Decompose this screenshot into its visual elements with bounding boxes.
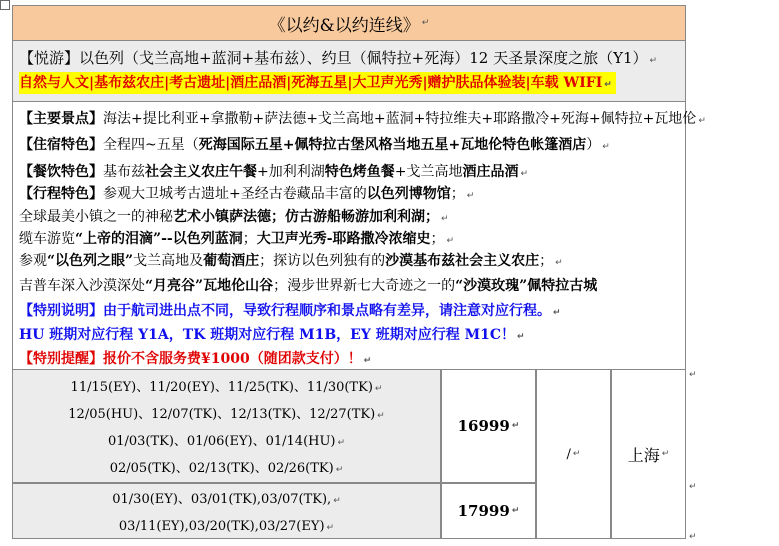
paragraph-mark: ↵ xyxy=(520,169,529,179)
extra-value: / xyxy=(566,446,571,462)
extra-cell xyxy=(536,369,611,539)
date-row xyxy=(13,513,440,540)
date-text: 12/05(HU)、12/07(TK)、12/13(TK)、12/27(TK) xyxy=(68,407,376,422)
row-end-mark: ↵ xyxy=(689,532,697,542)
tour-header xyxy=(12,41,686,102)
meal-text: 基布兹 xyxy=(103,164,145,180)
tour-highlights-text: 自然与人文|基布兹农庄|考古遗址|酒庄品酒|死海五星|大卫声光秀|赠护肤品体验装|车载 WIFI xyxy=(19,75,603,91)
trip-text: ； xyxy=(430,231,445,247)
special-note-text-2: HU 班期对应行程 Y1A，TK 班期对应行程 M1B，EY 班期对应行程 M1C！ xyxy=(19,327,515,343)
paragraph-mark: ↵ xyxy=(333,496,341,506)
date-text: 01/30(EY)、03/01(TK),03/07(TK), xyxy=(112,492,332,507)
trip-text: 全球最美小镇之一的神秘 xyxy=(19,209,173,225)
paragraph-mark: ↵ xyxy=(377,411,385,421)
hotel-text-bold: 死海国际五星+佩特拉古堡风格当地五星+瓦地伦特色帐篷酒店 xyxy=(198,137,587,153)
departure-city-cell xyxy=(611,369,686,539)
meal-text-bold: 社会主义农庄午餐 xyxy=(145,164,257,180)
row-end-mark: ↵ xyxy=(689,370,697,380)
trip-text: ；探访以色列独有的 xyxy=(259,253,386,269)
page-corner-marker xyxy=(0,0,10,10)
page-title xyxy=(12,5,686,41)
special-note-label: 【特别说明】 xyxy=(19,303,103,319)
meal-text-bold: 特色烤鱼餐 xyxy=(324,164,395,180)
paragraph-mark: ↵ xyxy=(555,258,563,268)
paragraph-mark: ↵ xyxy=(337,438,346,448)
paragraph-mark: ↵ xyxy=(572,449,581,459)
meal-label: 【餐饮特色】 xyxy=(19,164,103,180)
price-value: 17999 xyxy=(457,502,510,520)
date-text: 01/03(TK)、01/06(EY)、01/14(HU) xyxy=(107,434,336,449)
trip-text-bold: 佩特拉古城 xyxy=(527,278,598,294)
price-value: 16999 xyxy=(457,417,510,435)
scenic-label: 【主要景点】 xyxy=(19,111,103,127)
date-text: 03/11(EY),03/20(TK),03/27(EY) xyxy=(118,519,325,534)
hotel-text-end: ） xyxy=(586,137,601,153)
trip-text-bold: ；仿古游船畅游加利利湖； xyxy=(271,209,439,225)
trip-text: 吉普车深入沙漠深处 xyxy=(19,278,145,294)
paragraph-mark: ↵ xyxy=(553,308,561,318)
trip-text: 参观 xyxy=(19,253,47,269)
paragraph-mark: ↵ xyxy=(326,523,335,533)
trip-text: 缆车游览 xyxy=(19,231,75,247)
date-group-2 xyxy=(12,483,441,539)
paragraph-mark: ↵ xyxy=(441,214,449,224)
paragraph-mark: ↵ xyxy=(511,506,520,516)
tour-details xyxy=(12,102,706,370)
paragraph-mark: ↵ xyxy=(602,142,610,152)
special-note-line-2 xyxy=(19,324,525,344)
trip-line-3 xyxy=(19,228,454,248)
schedule-table xyxy=(12,369,686,539)
trip-line-4 xyxy=(19,250,563,270)
trip-text: ； xyxy=(242,231,257,247)
date-row xyxy=(13,374,440,401)
trip-line-2 xyxy=(19,206,449,226)
hotel-text: 全程四~五星（ xyxy=(103,137,199,153)
trip-text: ； xyxy=(539,253,554,269)
paragraph-mark: ↵ xyxy=(335,465,344,475)
paragraph-mark: ↵ xyxy=(363,356,372,366)
row-end-mark: ↵ xyxy=(689,482,697,492)
reminder-label: 【特别提醒】 xyxy=(19,351,103,367)
meal-text: +加利利湖 xyxy=(257,164,325,180)
date-text: 11/15(EY)、11/20(EY)、11/25(TK)、11/30(TK) xyxy=(70,380,373,395)
trip-text-bold: “沙漠玫瑰” xyxy=(455,278,528,294)
departure-city: 上海 xyxy=(627,445,660,465)
trip-label: 【行程特色】 xyxy=(19,186,103,202)
date-row xyxy=(13,401,440,428)
trip-text-bold: 沙漠基布兹社会主义农庄 xyxy=(385,253,540,269)
trip-text-bold: 艺术小镇萨法德 xyxy=(173,209,271,225)
date-text: 02/05(TK)、02/13(TK)、02/26(TK) xyxy=(109,461,334,476)
trip-text-bold: 以色列博物馆 xyxy=(366,186,451,202)
trip-line-5 xyxy=(19,275,597,295)
reminder-line xyxy=(19,348,371,368)
price-cell-1 xyxy=(441,369,536,483)
meal-text-bold: 酒庄品酒 xyxy=(462,164,519,180)
trip-text: 参观大卫城考古遗址+圣经古卷藏品丰富的 xyxy=(103,186,367,202)
meal-line xyxy=(19,161,528,181)
trip-text-bold: “月亮谷” xyxy=(145,278,204,294)
date-row xyxy=(13,455,440,482)
paragraph-mark: ↵ xyxy=(604,80,612,90)
tour-name xyxy=(19,47,657,68)
paragraph-mark: ↵ xyxy=(516,332,525,342)
meal-text: +戈兰高地 xyxy=(394,164,463,180)
tour-highlights xyxy=(19,72,616,94)
date-row xyxy=(13,486,440,513)
paragraph-mark: ↵ xyxy=(511,421,520,431)
paragraph-mark: ↵ xyxy=(421,18,430,28)
price-cell-2 xyxy=(441,483,536,539)
paragraph-mark: ↵ xyxy=(446,236,455,246)
trip-line xyxy=(19,183,474,203)
date-row xyxy=(13,428,440,455)
tour-name-text: 【悦游】以色列（戈兰高地+蓝洞+基布兹）、约旦（佩特拉+死海）12 天圣景深度之旅（Y1） xyxy=(19,49,648,67)
reminder-text: 报价不含服务费¥1000（随团款支付）！ xyxy=(103,351,362,367)
paragraph-mark: ↵ xyxy=(466,191,475,201)
paragraph-mark: ↵ xyxy=(698,116,706,126)
trip-text: ；漫步世界新七大奇迹之一的 xyxy=(273,278,456,294)
trip-text-bold: 葡萄酒庄 xyxy=(203,253,260,269)
title-text: 《以约&以约连线》 xyxy=(268,15,420,36)
scenic-line xyxy=(19,108,706,128)
scenic-text: 海法+提比利亚+拿撒勒+萨法德+戈兰高地+蓝洞+特拉维夫+耶路撒冷+死海+佩特拉+瓦地伦 xyxy=(103,111,697,127)
trip-text-bold: “以色列之眼” xyxy=(47,253,134,269)
document-body xyxy=(12,5,706,541)
date-group-1 xyxy=(12,369,441,483)
hotel-line xyxy=(19,134,610,154)
trip-text: 戈兰高地及 xyxy=(133,253,204,269)
trip-text: ； xyxy=(450,186,465,202)
special-note-line xyxy=(19,300,561,320)
hotel-label: 【住宿特色】 xyxy=(19,137,103,153)
paragraph-mark: ↵ xyxy=(649,56,658,66)
trip-text-bold: 瓦地伦山谷 xyxy=(203,278,274,294)
special-note-text: 由于航司进出点不同，导致行程顺序和景点略有差异，请注意对应行程。 xyxy=(103,303,551,319)
trip-text-bold: “上帝的泪滴”--以色列蓝洞 xyxy=(75,231,243,247)
paragraph-mark: ↵ xyxy=(374,384,383,394)
trip-text-bold: 大卫声光秀-耶路撒冷浓缩史 xyxy=(256,231,431,247)
paragraph-mark: ↵ xyxy=(661,449,670,459)
